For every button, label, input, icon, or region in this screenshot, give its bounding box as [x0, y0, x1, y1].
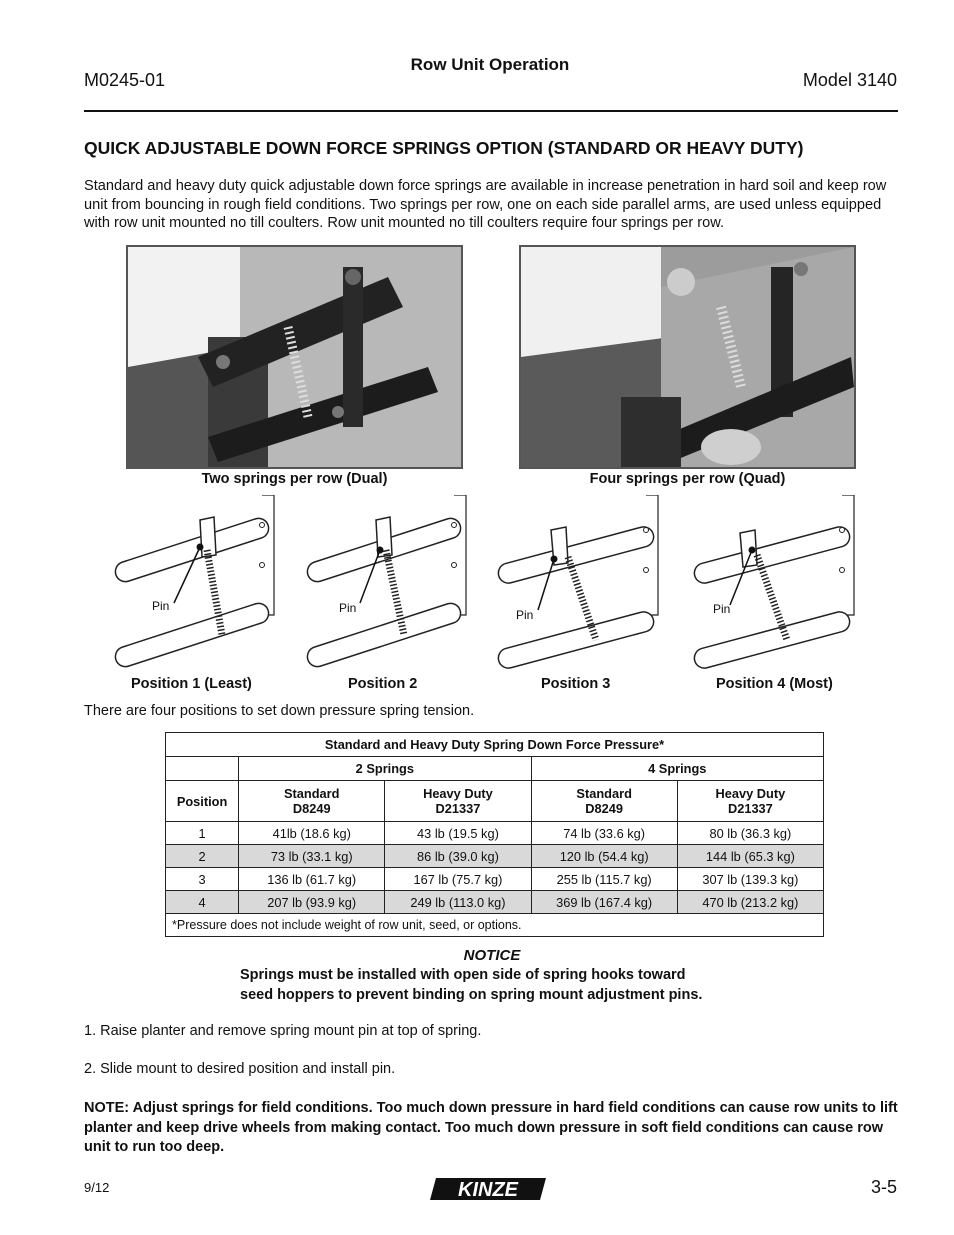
- position-caption-4: Position 4 (Most): [716, 676, 833, 692]
- column-header: Heavy Duty D21337: [385, 781, 531, 822]
- diagram-position-4: [692, 495, 862, 673]
- position-caption-2: Position 2: [348, 676, 418, 692]
- diagram-position-2: [304, 495, 474, 673]
- table-footnote: *Pressure does not include weight of row unit, seed, or options.: [166, 914, 824, 937]
- photo-caption-dual: Two springs per row (Dual): [201, 471, 388, 487]
- notice-body: Springs must be installed with open side of spring hooks toward seed hoppers to prevent binding on spring mount adjustment pins.: [240, 967, 703, 1003]
- step-1: 1. Raise planter and remove spring mount pin at top of spring.: [84, 1023, 482, 1039]
- doc-number: M0245-01: [84, 70, 166, 90]
- table-title: Standard and Heavy Duty Spring Down Force Pressure*: [166, 733, 824, 757]
- diagram-position-1: [112, 495, 282, 673]
- positions-text: There are four positions to set down pressure spring tension.: [84, 703, 475, 719]
- intro-paragraph: Standard and heavy duty quick adjustable down force springs are available in increase penetration in hard soil and keep row unit from bouncing in rough field conditions. Two springs per row, one on each side parallel arms, are used unless equipped with row unit mounted no till coulters. Row unit mounted no till coulters require four springs per row.: [84, 178, 887, 231]
- svg-text:KINZE: KINZE: [458, 1179, 518, 1201]
- notice-title: NOTICE: [463, 947, 521, 964]
- column-header: Standard D8249: [239, 781, 385, 822]
- group-4-springs: 4 Springs: [531, 757, 823, 781]
- diagram-position-3: [496, 495, 666, 673]
- column-header: Standard D8249: [531, 781, 677, 822]
- group-2-springs: 2 Springs: [239, 757, 531, 781]
- section-heading: Row Unit Operation: [410, 55, 570, 74]
- pin-label-4: Pin: [713, 602, 731, 616]
- table-row: 4 207 lb (93.9 kg) 249 lb (113.0 kg) 369 lb (167.4 kg) 470 lb (213.2 kg): [166, 891, 824, 914]
- pin-label-2: Pin: [339, 601, 357, 615]
- col-position: Position: [166, 781, 239, 822]
- table-row: 3 136 lb (61.7 kg) 167 lb (75.7 kg) 255 lb (115.7 kg) 307 lb (139.3 kg): [166, 868, 824, 891]
- adjustment-note: NOTE: Adjust springs for field conditions. Too much down pressure in hard field conditions can cause row units to lift planter and keep drive wheels from making contact. Too much down pressure in soft field conditions can cause row unit to run too deep.: [84, 1100, 898, 1155]
- spring-pressure-table: [165, 732, 824, 937]
- pin-label-1: Pin: [152, 599, 170, 613]
- position-caption-1: Position 1 (Least): [131, 676, 252, 692]
- table-row: 1 41lb (18.6 kg) 43 lb (19.5 kg) 74 lb (33.6 kg) 80 lb (36.3 kg): [166, 822, 824, 845]
- page-number: 3-5: [870, 1177, 897, 1197]
- page-title: QUICK ADJUSTABLE DOWN FORCE SPRINGS OPTION (STANDARD OR HEAVY DUTY): [84, 138, 804, 158]
- column-header: Heavy Duty D21337: [677, 781, 823, 822]
- pin-label-3: Pin: [516, 608, 534, 622]
- step-2: 2. Slide mount to desired position and install pin.: [84, 1061, 396, 1077]
- position-caption-3: Position 3: [541, 676, 611, 692]
- table-row: 2 73 lb (33.1 kg) 86 lb (39.0 kg) 120 lb (54.4 kg) 144 lb (65.3 kg): [166, 845, 824, 868]
- model-label: Model 3140: [802, 70, 897, 90]
- kinze-logo: [430, 1174, 550, 1204]
- photo-caption-quad: Four springs per row (Quad): [589, 471, 786, 487]
- quad-spring-photo: [519, 245, 856, 469]
- dual-spring-photo: [126, 245, 463, 469]
- footer-date: 9/12: [84, 1180, 110, 1195]
- header-divider: [84, 110, 898, 112]
